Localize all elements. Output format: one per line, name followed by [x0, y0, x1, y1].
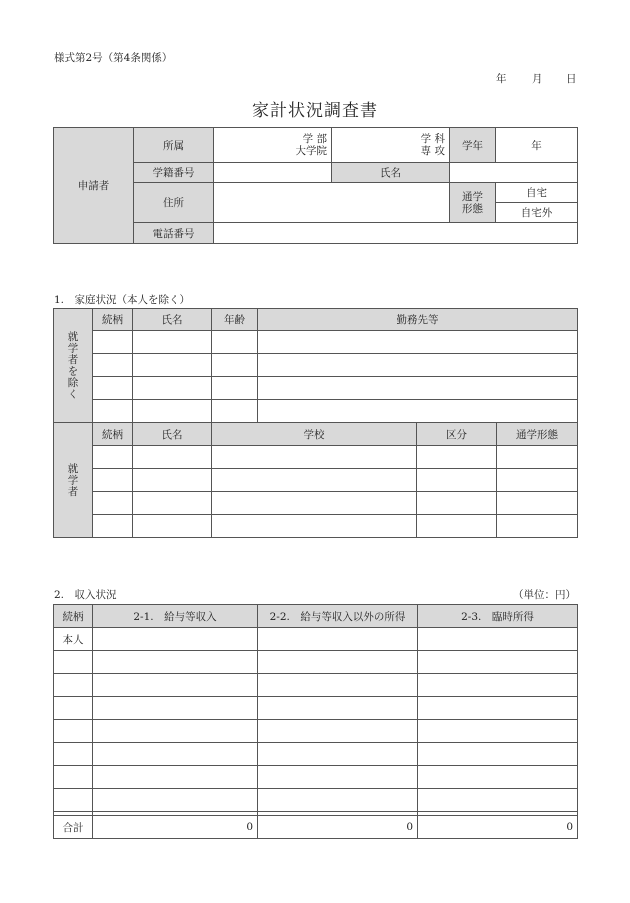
- name-cell[interactable]: [133, 469, 212, 492]
- income-table: [53, 604, 578, 839]
- age-cell[interactable]: [212, 377, 258, 400]
- table-row: [54, 354, 578, 377]
- table-row: [54, 789, 578, 812]
- graduate-school-label: 大学院: [295, 145, 327, 157]
- temporary-income-cell[interactable]: [418, 651, 578, 674]
- category-cell[interactable]: [417, 492, 497, 515]
- temporary-income-cell[interactable]: [418, 743, 578, 766]
- col-relation: 続柄: [93, 423, 133, 446]
- category-cell[interactable]: [417, 469, 497, 492]
- salary-cell[interactable]: [93, 720, 258, 743]
- affiliation-label: 所属: [134, 128, 214, 163]
- name-field[interactable]: [450, 163, 578, 183]
- page-title: 家計状況調査書: [252, 101, 378, 121]
- other-income-cell[interactable]: [258, 720, 418, 743]
- relation-cell[interactable]: [93, 446, 133, 469]
- salary-cell[interactable]: [93, 766, 258, 789]
- col-workplace: 勤務先等: [258, 309, 578, 331]
- col-commute: 通学形態: [497, 423, 578, 446]
- school-cell[interactable]: [212, 446, 417, 469]
- table-row: [54, 377, 578, 400]
- table-row: [54, 492, 578, 515]
- temporary-income-cell[interactable]: [418, 789, 578, 812]
- workplace-cell[interactable]: [258, 400, 578, 423]
- commute-cell[interactable]: [497, 469, 578, 492]
- student-number-label: 学籍番号: [134, 163, 214, 183]
- other-income-cell[interactable]: [258, 628, 418, 651]
- age-cell[interactable]: [212, 331, 258, 354]
- school-cell[interactable]: [212, 492, 417, 515]
- salary-cell[interactable]: [93, 628, 258, 651]
- temporary-income-cell[interactable]: [418, 674, 578, 697]
- relation-cell[interactable]: [54, 720, 93, 743]
- col-name: 氏名: [133, 309, 212, 331]
- name-cell[interactable]: [133, 515, 212, 538]
- income-section-title: 2. 収入状況: [54, 589, 117, 601]
- table-row: [54, 720, 578, 743]
- total-row: [54, 816, 578, 839]
- student-number-field[interactable]: [214, 163, 332, 183]
- col-other-income: 2-2. 給与等収入以外の所得: [258, 605, 418, 628]
- temporary-income-cell[interactable]: [418, 697, 578, 720]
- relation-cell[interactable]: [54, 743, 93, 766]
- date-month-label: 月: [532, 73, 543, 85]
- relation-cell[interactable]: [93, 354, 133, 377]
- address-field[interactable]: [214, 183, 450, 223]
- category-cell[interactable]: [417, 515, 497, 538]
- school-cell[interactable]: [212, 469, 417, 492]
- col-relation: 続柄: [93, 309, 133, 331]
- col-school: 学校: [212, 423, 417, 446]
- name-cell[interactable]: [133, 354, 212, 377]
- major-label: 専 攻: [420, 145, 445, 157]
- relation-cell[interactable]: [93, 515, 133, 538]
- total-other-income: 0: [258, 816, 418, 839]
- col-age: 年齢: [212, 309, 258, 331]
- date-day-label: 日: [566, 73, 577, 85]
- name-cell[interactable]: [133, 377, 212, 400]
- date-year-label: 年: [496, 73, 507, 85]
- table-row: [54, 697, 578, 720]
- relation-cell[interactable]: [93, 400, 133, 423]
- relation-cell[interactable]: [93, 469, 133, 492]
- col-temporary-income: 2-3. 臨時所得: [418, 605, 578, 628]
- applicant-section-label: 申請者: [54, 128, 134, 244]
- table-row: [54, 766, 578, 789]
- total-salary: 0: [93, 816, 258, 839]
- form-number: 様式第2号（第4条関係）: [54, 52, 173, 64]
- income-unit-note: （単位：円）: [513, 589, 576, 601]
- grade-unit: 年: [531, 139, 542, 152]
- table-row: [54, 446, 578, 469]
- total-temporary-income: 0: [418, 816, 578, 839]
- applicant-table: [53, 127, 578, 244]
- grade-label: 学年: [450, 128, 496, 163]
- address-label: 住所: [134, 183, 214, 223]
- relation-cell[interactable]: [54, 674, 93, 697]
- faculty-field[interactable]: [214, 128, 332, 163]
- category-cell[interactable]: [417, 446, 497, 469]
- other-income-cell[interactable]: [258, 674, 418, 697]
- table-row: [54, 469, 578, 492]
- relation-cell[interactable]: [54, 766, 93, 789]
- relation-cell[interactable]: [93, 492, 133, 515]
- table-row: [54, 651, 578, 674]
- table-row: [54, 743, 578, 766]
- table-row: [54, 674, 578, 697]
- col-relation: 続柄: [54, 605, 93, 628]
- col-salary-income: 2-1. 給与等収入: [93, 605, 258, 628]
- non-student-label: 就学者を除く: [54, 309, 93, 423]
- relation-cell[interactable]: 本人: [54, 628, 93, 651]
- relation-cell[interactable]: [93, 331, 133, 354]
- other-income-cell[interactable]: [258, 697, 418, 720]
- table-row: [54, 331, 578, 354]
- commute-label-line2: 形態: [462, 202, 483, 215]
- phone-field[interactable]: [214, 223, 578, 244]
- relation-cell[interactable]: [54, 651, 93, 674]
- workplace-cell[interactable]: [258, 331, 578, 354]
- commute-label-line1: 通学: [462, 190, 483, 203]
- total-label: 合計: [54, 816, 93, 839]
- department-label: 学 科: [420, 133, 445, 145]
- commute-label: [450, 183, 496, 223]
- name-cell[interactable]: [133, 492, 212, 515]
- workplace-cell[interactable]: [258, 377, 578, 400]
- relation-cell[interactable]: [54, 697, 93, 720]
- temporary-income-cell[interactable]: [418, 720, 578, 743]
- name-cell[interactable]: [133, 331, 212, 354]
- age-cell[interactable]: [212, 354, 258, 377]
- salary-cell[interactable]: [93, 697, 258, 720]
- commute-cell[interactable]: [497, 515, 578, 538]
- age-cell[interactable]: [212, 400, 258, 423]
- table-row: [54, 515, 578, 538]
- table-row: [54, 628, 578, 651]
- department-field[interactable]: [332, 128, 450, 163]
- table-row: [54, 400, 578, 423]
- salary-cell[interactable]: [93, 789, 258, 812]
- commute-option-home[interactable]: 自宅: [496, 183, 578, 203]
- phone-label: 電話番号: [134, 223, 214, 244]
- grade-field[interactable]: [496, 128, 578, 163]
- relation-cell[interactable]: [93, 377, 133, 400]
- commute-option-away[interactable]: 自宅外: [496, 203, 578, 223]
- school-cell[interactable]: [212, 515, 417, 538]
- name-label: 氏名: [332, 163, 450, 183]
- salary-cell[interactable]: [93, 674, 258, 697]
- col-category: 区分: [417, 423, 497, 446]
- family-section-title: 1. 家庭状況（本人を除く）: [54, 294, 191, 306]
- other-income-cell[interactable]: [258, 743, 418, 766]
- other-income-cell[interactable]: [258, 766, 418, 789]
- temporary-income-cell[interactable]: [418, 628, 578, 651]
- temporary-income-cell[interactable]: [418, 766, 578, 789]
- name-cell[interactable]: [133, 446, 212, 469]
- other-income-cell[interactable]: [258, 789, 418, 812]
- salary-cell[interactable]: [93, 651, 258, 674]
- other-income-cell[interactable]: [258, 651, 418, 674]
- student-label: 就学者: [54, 423, 93, 538]
- relation-cell[interactable]: [54, 789, 93, 812]
- name-cell[interactable]: [133, 400, 212, 423]
- workplace-cell[interactable]: [258, 354, 578, 377]
- col-name: 氏名: [133, 423, 212, 446]
- faculty-label: 学 部: [302, 133, 327, 145]
- commute-cell[interactable]: [497, 446, 578, 469]
- commute-cell[interactable]: [497, 492, 578, 515]
- family-table: [53, 308, 578, 538]
- salary-cell[interactable]: [93, 743, 258, 766]
